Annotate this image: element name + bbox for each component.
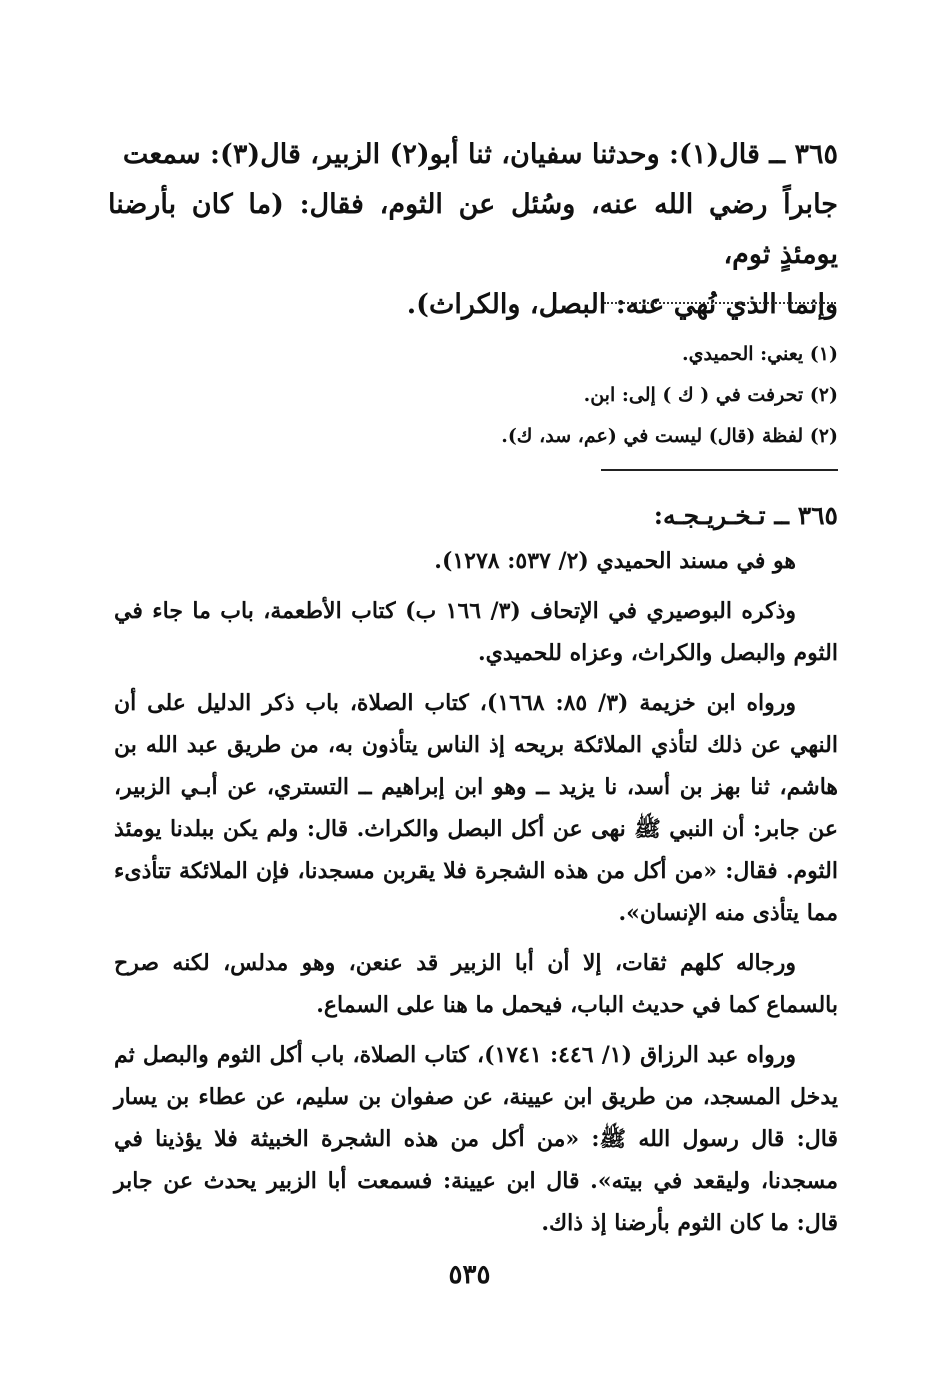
hadith-line: وإنما الذي نُهي عنه: البصل، والكراث). [406,289,838,320]
page-number: ٥٣٥ [448,1260,491,1290]
takhrij-paragraph: هو في مسند الحميدي (٢/ ٥٣٧: ١٢٧٨). [434,548,796,574]
footnote-separator [604,302,836,312]
takhrij-body [114,540,838,1252]
takhrij-paragraph: ورجاله كلهم ثقات، إلا أن أبا الزبير قد عنعن، وهو مدلس، لكنه صرح بالسماع كما في حديث الباب، فيحمل ما هنا على السماع. [114,950,838,1018]
takhrij-paragraph: ورواه عبد الرزاق (١/ ٤٤٦: ١٧٤١)، كتاب الصلاة، باب أكل الثوم والبصل ثم يدخل المسجد، من طريق ابن عيينة، عن صفوان بن سليم، عن عطاء بن يسار قال: قال رسول الله ﷺ: «من أكل من هذه الشجرة الخبيثة فلا يؤذينا في مسجدنا، وليقعد في بيته». قال ابن عيينة: فسمعت أبا الزبير يحدث عن جابر قال: ما كان الثوم بأرضنا إذ ذاك. [114,1042,838,1236]
section-divider [601,469,838,471]
footnote: (٢) تحرفت في ( ك ) إلى: ابن. [583,384,838,406]
footnote: (١) يعني: الحميدي. [682,343,838,365]
hadith-line: جابراً رضي الله عنه، وسُئل عن الثوم، فقال: (ما كان بأرضنا يومئذٍ ثوم، [108,189,838,270]
footnote: (٢) لفظة (قال) ليست في (عم، سد، ك). [501,425,838,447]
hadith-text [108,130,838,330]
hadith-line: ٣٦٥ ــ قال(١): وحدثنا سفيان، ثنا أبو(٢) الزبير، قال(٣): سمعت [122,139,838,170]
takhrij-paragraph: ورواه ابن خزيمة (٣/ ٨٥: ١٦٦٨)، كتاب الصلاة، باب ذكر الدليل على أن النهي عن ذلك لتأذي الملائكة بريحه إذ الناس يتأذون به، من طريق عبد الله بن هاشم، ثنا بهز بن أسد، نا يزيد ــ وهو ابن إبراهيم ــ التستري، عن أبـي الزبير، عن جابر: أن النبي ﷺ نهى عن أكل البصل والكراث. قال: ولم يكن ببلدنا يومئذ الثوم. فقال: «من أكل من هذه الشجرة فلا يقربن مسجدنا، فإن الملائكة تتأذىء مما يتأذى منه الإنسان». [114,690,838,926]
takhrij-paragraph: وذكره البوصيري في الإتحاف (٣/ ١٦٦ ب) كتاب الأطعمة، باب ما جاء في الثوم والبصل والكراث، وعزاه للحميدي. [114,598,838,666]
takhrij-heading: ٣٦٥ ــ تـخـريـجـه: [653,501,838,530]
footnotes [300,334,838,457]
